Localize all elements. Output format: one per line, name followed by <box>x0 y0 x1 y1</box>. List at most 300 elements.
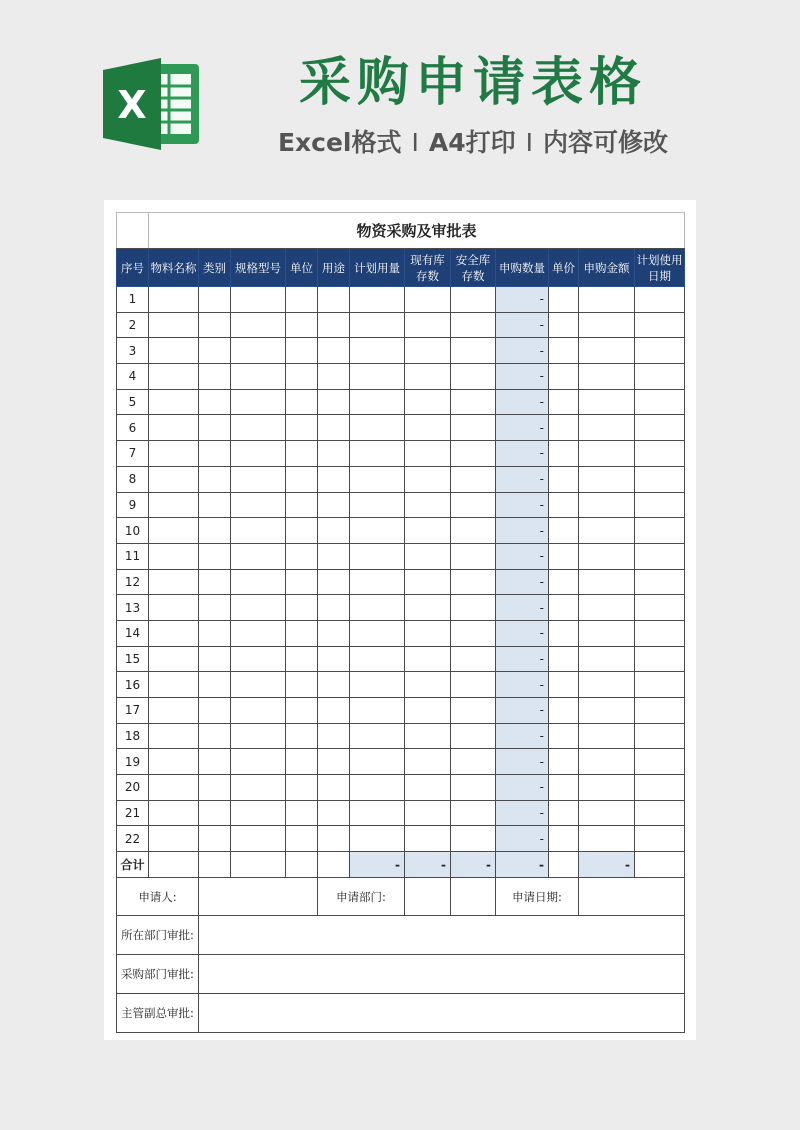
table-cell[interactable] <box>451 543 496 569</box>
table-cell[interactable] <box>149 826 199 852</box>
table-cell[interactable] <box>231 466 286 492</box>
apply-qty-cell[interactable]: - <box>496 287 549 313</box>
table-cell[interactable] <box>149 338 199 364</box>
table-cell[interactable] <box>549 543 579 569</box>
table-cell[interactable] <box>579 415 635 441</box>
table-cell[interactable] <box>149 698 199 724</box>
table-cell[interactable] <box>231 389 286 415</box>
table-cell[interactable] <box>286 415 318 441</box>
feature-item: 内容可修改 <box>543 128 669 157</box>
table-cell[interactable] <box>549 338 579 364</box>
table-cell[interactable] <box>635 364 685 390</box>
table-cell[interactable] <box>405 338 451 364</box>
apply-qty-cell[interactable]: - <box>496 441 549 467</box>
table-cell[interactable] <box>549 287 579 313</box>
table-cell[interactable] <box>350 723 405 749</box>
table-cell[interactable] <box>149 543 199 569</box>
table-cell[interactable] <box>635 749 685 775</box>
column-header: 单位 <box>286 249 318 287</box>
table-cell[interactable] <box>199 518 231 544</box>
table-cell[interactable] <box>231 415 286 441</box>
table-cell[interactable] <box>635 441 685 467</box>
table-cell[interactable] <box>350 364 405 390</box>
table-cell[interactable] <box>286 646 318 672</box>
table-cell[interactable] <box>549 518 579 544</box>
table-cell[interactable] <box>549 826 579 852</box>
table-cell[interactable] <box>350 466 405 492</box>
table-cell[interactable] <box>451 466 496 492</box>
table-cell[interactable] <box>451 749 496 775</box>
table-cell[interactable] <box>149 441 199 467</box>
apply-qty-cell[interactable]: - <box>496 775 549 801</box>
department-field-2[interactable] <box>451 878 496 916</box>
table-cell[interactable] <box>149 415 199 441</box>
table-cell[interactable] <box>318 826 350 852</box>
table-cell[interactable] <box>405 287 451 313</box>
table-cell[interactable] <box>549 800 579 826</box>
table-cell[interactable] <box>318 338 350 364</box>
table-cell[interactable] <box>199 775 231 801</box>
table-cell[interactable] <box>635 595 685 621</box>
table-cell[interactable] <box>231 646 286 672</box>
table-cell[interactable] <box>318 364 350 390</box>
table-cell[interactable] <box>635 775 685 801</box>
table-cell[interactable] <box>549 569 579 595</box>
table-cell[interactable] <box>231 723 286 749</box>
table-cell[interactable] <box>451 338 496 364</box>
apply-qty-cell[interactable]: - <box>496 672 549 698</box>
approval-field[interactable] <box>199 916 685 955</box>
table-cell[interactable] <box>579 800 635 826</box>
table-cell[interactable] <box>318 312 350 338</box>
table-cell[interactable] <box>199 620 231 646</box>
table-cell[interactable] <box>350 569 405 595</box>
table-cell[interactable] <box>231 672 286 698</box>
table-cell[interactable] <box>199 312 231 338</box>
table-cell[interactable] <box>350 389 405 415</box>
table-cell[interactable] <box>405 543 451 569</box>
table-cell[interactable] <box>318 749 350 775</box>
table-cell[interactable] <box>451 775 496 801</box>
table-cell[interactable] <box>451 492 496 518</box>
table-cell[interactable] <box>405 518 451 544</box>
table-cell[interactable] <box>405 364 451 390</box>
table-cell[interactable] <box>579 698 635 724</box>
table-cell[interactable] <box>199 569 231 595</box>
table-cell[interactable] <box>286 543 318 569</box>
table-cell[interactable] <box>451 441 496 467</box>
table-row <box>117 312 685 338</box>
table-cell <box>149 852 199 878</box>
table-cell[interactable] <box>635 518 685 544</box>
table-cell[interactable] <box>579 441 635 467</box>
table-cell[interactable] <box>579 466 635 492</box>
table-cell[interactable] <box>635 800 685 826</box>
table-cell[interactable] <box>635 338 685 364</box>
table-cell[interactable] <box>149 775 199 801</box>
table-cell[interactable] <box>451 620 496 646</box>
table-cell[interactable] <box>405 441 451 467</box>
table-cell[interactable] <box>318 518 350 544</box>
applicant-field[interactable] <box>199 878 318 916</box>
apply-qty-cell[interactable]: - <box>496 595 549 621</box>
apply-qty-cell[interactable]: - <box>496 723 549 749</box>
table-cell[interactable] <box>635 543 685 569</box>
apply-qty-cell[interactable]: - <box>496 364 549 390</box>
table-cell[interactable] <box>199 492 231 518</box>
table-cell[interactable] <box>579 569 635 595</box>
table-cell[interactable] <box>579 312 635 338</box>
table-cell[interactable] <box>451 287 496 313</box>
table-cell[interactable] <box>405 749 451 775</box>
table-cell[interactable] <box>405 775 451 801</box>
table-cell[interactable] <box>579 518 635 544</box>
table-cell[interactable] <box>199 543 231 569</box>
table-cell[interactable] <box>405 492 451 518</box>
table-cell[interactable] <box>199 287 231 313</box>
table-cell[interactable] <box>451 364 496 390</box>
table-cell[interactable] <box>451 595 496 621</box>
table-cell[interactable] <box>318 492 350 518</box>
table-cell[interactable] <box>199 415 231 441</box>
table-cell[interactable] <box>549 492 579 518</box>
table-cell[interactable] <box>579 492 635 518</box>
apply-qty-cell[interactable]: - <box>496 415 549 441</box>
table-cell[interactable] <box>549 646 579 672</box>
table-cell[interactable] <box>286 287 318 313</box>
table-cell[interactable] <box>318 595 350 621</box>
table-cell[interactable] <box>451 569 496 595</box>
table-cell[interactable] <box>350 415 405 441</box>
table-cell[interactable] <box>451 646 496 672</box>
table-cell[interactable] <box>635 466 685 492</box>
table-cell[interactable] <box>149 800 199 826</box>
table-cell[interactable] <box>286 389 318 415</box>
hero-banner <box>0 0 800 200</box>
apply-qty-cell[interactable]: - <box>496 826 549 852</box>
table-cell[interactable] <box>635 620 685 646</box>
table-cell[interactable] <box>199 389 231 415</box>
table-cell[interactable] <box>199 800 231 826</box>
table-cell[interactable] <box>635 569 685 595</box>
table-cell[interactable] <box>350 518 405 544</box>
table-cell[interactable] <box>231 338 286 364</box>
table-cell[interactable] <box>199 749 231 775</box>
table-cell[interactable] <box>286 723 318 749</box>
table-cell[interactable] <box>549 698 579 724</box>
table-cell[interactable] <box>350 775 405 801</box>
table-cell[interactable] <box>350 672 405 698</box>
table-cell[interactable] <box>405 466 451 492</box>
table-cell[interactable] <box>318 389 350 415</box>
table-cell[interactable] <box>231 287 286 313</box>
apply-qty-cell[interactable]: - <box>496 698 549 724</box>
table-cell[interactable] <box>549 672 579 698</box>
table-cell[interactable] <box>199 723 231 749</box>
apply-qty-cell[interactable]: - <box>496 518 549 544</box>
table-cell[interactable] <box>451 312 496 338</box>
table-cell[interactable] <box>549 620 579 646</box>
table-cell[interactable] <box>286 595 318 621</box>
table-cell[interactable] <box>199 698 231 724</box>
table-cell[interactable] <box>199 364 231 390</box>
table-cell[interactable] <box>350 698 405 724</box>
table-cell[interactable] <box>149 518 199 544</box>
table-cell[interactable] <box>149 466 199 492</box>
approval-label: 主管副总审批: <box>117 994 199 1033</box>
table-cell[interactable] <box>549 389 579 415</box>
table-cell[interactable] <box>286 466 318 492</box>
table-cell[interactable] <box>199 441 231 467</box>
purchase-request-table <box>116 212 685 1033</box>
table-cell[interactable] <box>286 312 318 338</box>
apply-qty-cell[interactable]: - <box>496 620 549 646</box>
table-cell[interactable] <box>451 389 496 415</box>
table-cell <box>199 852 231 878</box>
table-cell[interactable] <box>350 646 405 672</box>
table-cell[interactable] <box>199 466 231 492</box>
table-cell[interactable] <box>231 364 286 390</box>
table-cell[interactable] <box>199 646 231 672</box>
table-cell[interactable] <box>149 312 199 338</box>
table-cell[interactable] <box>318 775 350 801</box>
table-cell[interactable] <box>149 389 199 415</box>
table-cell[interactable] <box>286 569 318 595</box>
table-cell[interactable] <box>579 749 635 775</box>
approval-row <box>117 994 685 1033</box>
table-row <box>117 338 685 364</box>
apply-qty-cell[interactable]: - <box>496 466 549 492</box>
apply-qty-cell[interactable]: - <box>496 646 549 672</box>
table-cell[interactable] <box>451 800 496 826</box>
table-cell[interactable] <box>149 364 199 390</box>
table-cell[interactable] <box>635 646 685 672</box>
apply-qty-cell[interactable]: - <box>496 389 549 415</box>
table-cell[interactable] <box>549 466 579 492</box>
table-cell[interactable] <box>635 415 685 441</box>
table-cell[interactable] <box>350 287 405 313</box>
table-cell[interactable] <box>635 312 685 338</box>
table-cell[interactable] <box>549 749 579 775</box>
table-cell[interactable] <box>286 800 318 826</box>
row-number: 4 <box>117 364 149 390</box>
table-row <box>117 569 685 595</box>
table-cell[interactable] <box>635 672 685 698</box>
table-cell[interactable] <box>231 775 286 801</box>
table-cell[interactable] <box>451 826 496 852</box>
table-cell <box>286 852 318 878</box>
excel-logo-icon <box>103 58 203 150</box>
table-cell[interactable] <box>549 441 579 467</box>
table-cell[interactable] <box>286 518 318 544</box>
table-cell[interactable] <box>149 646 199 672</box>
apply-qty-cell[interactable]: - <box>496 543 549 569</box>
table-cell[interactable] <box>231 595 286 621</box>
department-field[interactable] <box>405 878 451 916</box>
table-cell[interactable] <box>318 287 350 313</box>
table-cell[interactable] <box>199 338 231 364</box>
table-cell[interactable] <box>350 595 405 621</box>
table-cell[interactable] <box>231 543 286 569</box>
table-cell[interactable] <box>405 800 451 826</box>
apply-qty-cell[interactable]: - <box>496 749 549 775</box>
table-cell[interactable] <box>149 672 199 698</box>
table-cell[interactable] <box>350 620 405 646</box>
table-cell[interactable] <box>149 492 199 518</box>
table-cell[interactable] <box>635 492 685 518</box>
table-cell[interactable] <box>231 749 286 775</box>
table-cell[interactable] <box>405 389 451 415</box>
table-cell[interactable] <box>350 338 405 364</box>
table-cell[interactable] <box>549 312 579 338</box>
table-cell[interactable] <box>350 749 405 775</box>
table-cell[interactable] <box>149 595 199 621</box>
table-cell[interactable] <box>549 723 579 749</box>
table-cell[interactable] <box>549 364 579 390</box>
table-cell[interactable] <box>318 723 350 749</box>
apply-qty-cell[interactable]: - <box>496 312 549 338</box>
table-cell[interactable] <box>149 723 199 749</box>
table-cell[interactable] <box>579 646 635 672</box>
table-cell[interactable] <box>199 672 231 698</box>
table-cell[interactable] <box>231 492 286 518</box>
table-cell[interactable] <box>405 672 451 698</box>
table-cell[interactable] <box>635 389 685 415</box>
table-cell[interactable] <box>318 620 350 646</box>
row-number: 11 <box>117 543 149 569</box>
table-cell[interactable] <box>286 441 318 467</box>
table-cell[interactable] <box>451 723 496 749</box>
table-cell[interactable] <box>286 364 318 390</box>
column-header: 物料名称 <box>149 249 199 287</box>
table-cell[interactable] <box>579 672 635 698</box>
table-cell[interactable] <box>350 492 405 518</box>
table-cell[interactable] <box>451 518 496 544</box>
table-cell[interactable] <box>231 569 286 595</box>
table-cell[interactable] <box>635 723 685 749</box>
table-cell[interactable] <box>350 312 405 338</box>
table-cell[interactable] <box>199 826 231 852</box>
table-cell[interactable] <box>635 287 685 313</box>
table-cell[interactable] <box>318 441 350 467</box>
table-cell[interactable] <box>231 518 286 544</box>
table-row <box>117 800 685 826</box>
table-cell[interactable] <box>405 569 451 595</box>
table-cell[interactable] <box>405 646 451 672</box>
column-header: 类别 <box>199 249 231 287</box>
table-cell[interactable] <box>579 620 635 646</box>
table-cell[interactable] <box>579 775 635 801</box>
table-cell[interactable] <box>350 441 405 467</box>
table-cell[interactable] <box>231 698 286 724</box>
apply-qty-cell[interactable]: - <box>496 569 549 595</box>
table-cell[interactable] <box>350 800 405 826</box>
table-cell[interactable] <box>318 415 350 441</box>
table-cell[interactable] <box>318 672 350 698</box>
table-cell[interactable] <box>579 595 635 621</box>
table-cell[interactable] <box>549 595 579 621</box>
table-row <box>117 441 685 467</box>
apply-qty-cell[interactable]: - <box>496 492 549 518</box>
table-cell[interactable] <box>579 723 635 749</box>
table-cell[interactable] <box>318 569 350 595</box>
table-cell[interactable] <box>286 698 318 724</box>
table-cell[interactable] <box>451 672 496 698</box>
row-number: 3 <box>117 338 149 364</box>
table-cell[interactable] <box>286 775 318 801</box>
table-row <box>117 749 685 775</box>
table-cell[interactable] <box>318 543 350 569</box>
table-cell[interactable] <box>350 543 405 569</box>
table-cell[interactable] <box>405 312 451 338</box>
approval-field[interactable] <box>199 955 685 994</box>
date-field[interactable] <box>579 878 685 916</box>
table-cell[interactable] <box>405 620 451 646</box>
table-cell[interactable] <box>579 543 635 569</box>
table-row <box>117 595 685 621</box>
title-row <box>117 213 685 249</box>
table-cell[interactable] <box>579 364 635 390</box>
table-cell[interactable] <box>286 338 318 364</box>
table-row <box>117 389 685 415</box>
table-cell[interactable] <box>149 749 199 775</box>
table-cell[interactable] <box>231 800 286 826</box>
table-cell[interactable] <box>318 800 350 826</box>
table-cell[interactable] <box>231 441 286 467</box>
table-cell[interactable] <box>231 826 286 852</box>
approval-field[interactable] <box>199 994 685 1033</box>
table-cell[interactable] <box>635 698 685 724</box>
table-row <box>117 287 685 313</box>
table-cell[interactable] <box>231 620 286 646</box>
table-cell[interactable] <box>149 287 199 313</box>
table-cell[interactable] <box>579 826 635 852</box>
table-row <box>117 672 685 698</box>
table-cell[interactable] <box>286 749 318 775</box>
table-cell[interactable] <box>149 569 199 595</box>
table-cell[interactable] <box>579 389 635 415</box>
table-cell[interactable] <box>405 415 451 441</box>
table-cell[interactable] <box>286 826 318 852</box>
table-cell[interactable] <box>286 672 318 698</box>
table-cell[interactable] <box>579 338 635 364</box>
table-cell[interactable] <box>149 620 199 646</box>
apply-qty-cell[interactable]: - <box>496 338 549 364</box>
table-cell[interactable] <box>318 466 350 492</box>
table-cell[interactable] <box>405 698 451 724</box>
table-cell[interactable] <box>549 415 579 441</box>
table-cell[interactable] <box>199 595 231 621</box>
table-cell[interactable] <box>405 723 451 749</box>
table-cell[interactable] <box>231 312 286 338</box>
table-cell[interactable] <box>579 287 635 313</box>
column-header: 申购数量 <box>496 249 549 287</box>
table-cell[interactable] <box>318 646 350 672</box>
table-cell[interactable] <box>451 698 496 724</box>
table-cell[interactable] <box>405 595 451 621</box>
table-cell[interactable] <box>451 415 496 441</box>
table-cell <box>635 852 685 878</box>
table-cell[interactable] <box>286 620 318 646</box>
table-cell[interactable] <box>635 826 685 852</box>
approval-label: 采购部门审批: <box>117 955 199 994</box>
table-cell[interactable] <box>286 492 318 518</box>
table-cell[interactable] <box>318 698 350 724</box>
table-cell[interactable] <box>405 826 451 852</box>
table-cell[interactable] <box>350 826 405 852</box>
table-cell[interactable] <box>549 775 579 801</box>
apply-qty-cell[interactable]: - <box>496 800 549 826</box>
